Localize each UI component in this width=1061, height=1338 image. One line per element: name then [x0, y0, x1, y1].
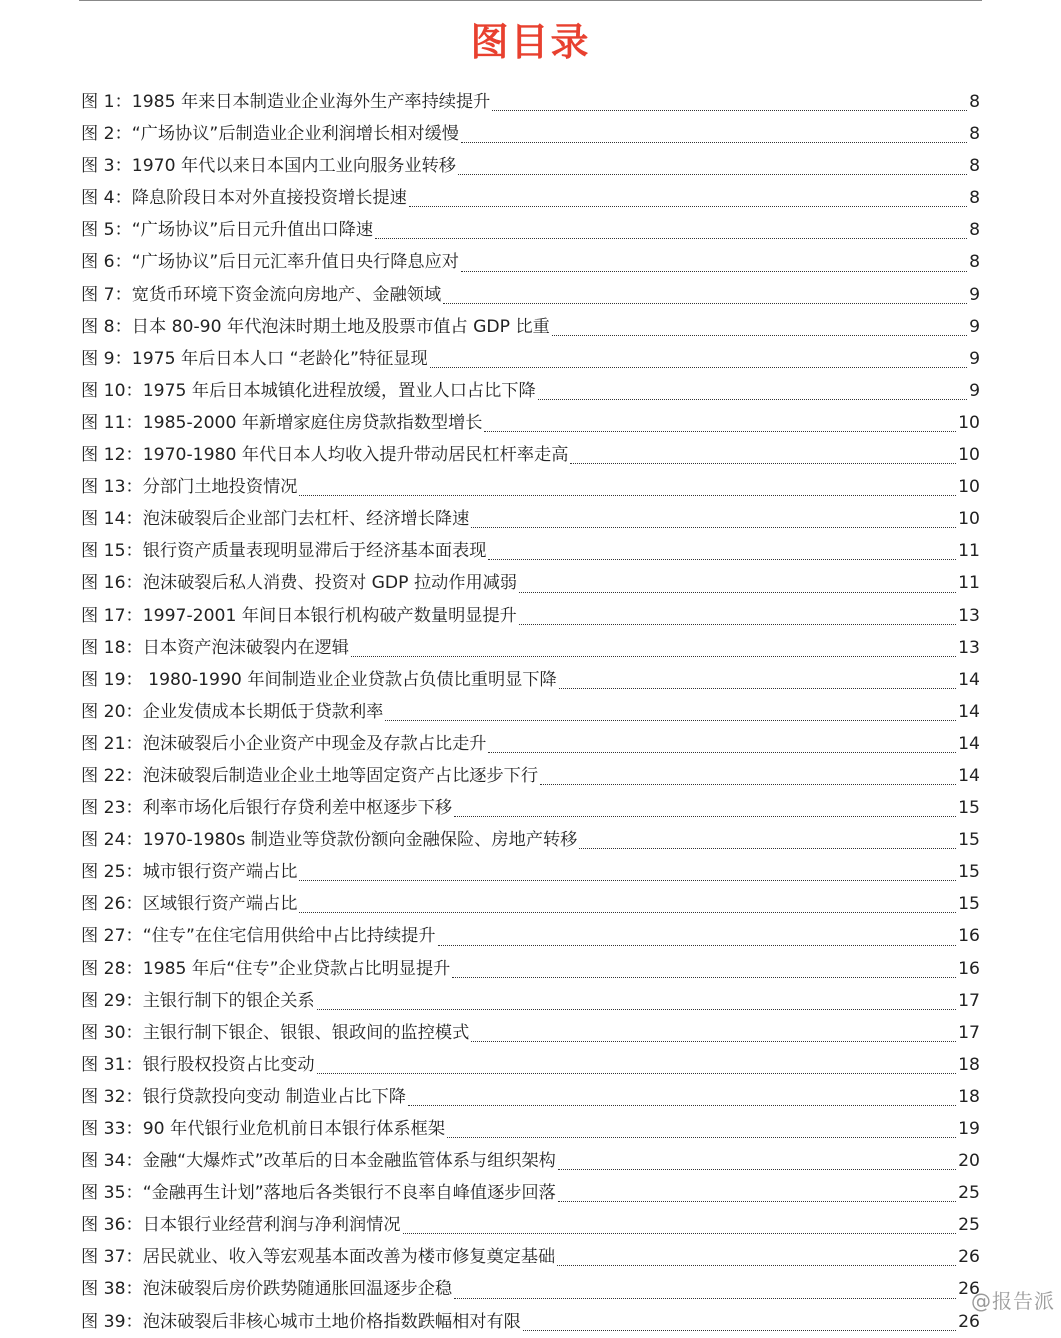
toc-entry[interactable] [81, 1081, 980, 1113]
toc-entry[interactable] [81, 311, 980, 343]
toc-entry-page: 16 [958, 958, 980, 979]
toc-entry-page: 16 [958, 926, 980, 947]
toc-entry-page: 8 [969, 188, 980, 209]
toc-entry-label: 图 35：“金融再生计划”落地后各类银行不良率自峰值逐步回落 [81, 1183, 556, 1204]
toc-entry-page: 14 [958, 733, 980, 754]
dot-leader [519, 582, 956, 593]
toc-entry[interactable] [81, 86, 980, 118]
toc-entry-label: 图 11：1985-2000 年新增家庭住房贷款指数型增长 [81, 412, 483, 433]
dot-leader [447, 1127, 956, 1138]
toc-entry-label: 图 8：日本 80-90 年代泡沫时期土地及股票市值占 GDP 比重 [81, 316, 550, 337]
toc-entry[interactable] [81, 343, 980, 375]
toc-entry[interactable] [81, 856, 980, 888]
toc-entry-label: 图 23：利率市场化后银行存贷利差中枢逐步下移 [81, 798, 453, 819]
dot-leader [558, 1191, 956, 1202]
toc-entry-page: 9 [969, 348, 980, 369]
toc-entry-page: 25 [958, 1183, 980, 1204]
toc-entry-label: 图 14：泡沫破裂后企业部门去杠杆、经济增长降速 [81, 509, 470, 530]
toc-entry-page: 9 [969, 380, 980, 401]
toc-entry[interactable] [81, 535, 980, 567]
dot-leader [559, 678, 956, 689]
dot-leader [519, 614, 956, 625]
toc-entry[interactable] [81, 1209, 980, 1241]
dot-leader [375, 228, 967, 239]
toc-entry-label: 图 22：泡沫破裂后制造业企业土地等固定资产占比逐步下行 [81, 765, 539, 786]
dot-leader [317, 999, 957, 1010]
dot-leader [299, 870, 956, 881]
toc-entry-page: 15 [958, 862, 980, 883]
toc-entry[interactable] [81, 150, 980, 182]
toc-entry-page: 15 [958, 830, 980, 851]
toc-entry-page: 13 [958, 637, 980, 658]
dot-leader [454, 806, 956, 817]
toc-entry-page: 8 [969, 252, 980, 273]
toc-entry-page: 14 [958, 765, 980, 786]
dot-leader [558, 1159, 956, 1170]
toc-entry-label: 图 26：区域银行资产端占比 [81, 894, 298, 915]
dot-leader [454, 1288, 956, 1299]
toc-entry-label: 图 32：银行贷款投向变动 制造业占比下降 [81, 1086, 406, 1107]
toc-entry[interactable] [81, 824, 980, 856]
dot-leader [443, 293, 967, 304]
toc-entry-page: 10 [958, 509, 980, 530]
toc-entry-page: 26 [958, 1311, 980, 1332]
dot-leader [351, 646, 956, 657]
toc-entry[interactable] [81, 1177, 980, 1209]
toc-entry[interactable] [81, 760, 980, 792]
toc-entry[interactable] [81, 279, 980, 311]
toc-entry[interactable] [81, 953, 980, 985]
dot-leader [438, 935, 957, 946]
toc-entry-page: 8 [969, 156, 980, 177]
toc-entry[interactable] [81, 1306, 980, 1338]
toc-entry-label: 图 16：泡沫破裂后私人消费、投资对 GDP 拉动作用减弱 [81, 573, 518, 594]
toc-entry-label: 图 1：1985 年来日本制造业企业海外生产率持续提升 [81, 92, 491, 112]
toc-entry-label: 图 36：日本银行业经营利润与净利润情况 [81, 1215, 401, 1236]
toc-entry-label: 图 13：分部门土地投资情况 [81, 477, 298, 498]
dot-leader [430, 357, 967, 368]
toc-entry[interactable] [81, 888, 980, 920]
toc-entry[interactable] [81, 439, 980, 471]
dot-leader [570, 453, 956, 464]
dot-leader [299, 485, 956, 496]
toc-entry[interactable] [81, 182, 980, 214]
toc-entry-page: 10 [958, 445, 980, 466]
dot-leader [317, 1063, 957, 1074]
toc-entry[interactable] [81, 214, 980, 246]
toc-entry[interactable] [81, 600, 980, 632]
toc-entry-label: 图 19： 1980-1990 年间制造业企业贷款占负债比重明显下降 [81, 669, 557, 690]
toc-entry[interactable] [81, 407, 980, 439]
toc-entry-label: 图 21：泡沫破裂后小企业资产中现金及存款占比走升 [81, 733, 487, 754]
toc-entry-label: 图 30：主银行制下银企、银银、银政间的监控模式 [81, 1022, 470, 1043]
toc-entry[interactable] [81, 471, 980, 503]
watermark: @报告派 [971, 1289, 1055, 1313]
toc-entry-label: 图 25：城市银行资产端占比 [81, 862, 298, 883]
dot-leader [461, 261, 967, 272]
toc-entry-page: 25 [958, 1215, 980, 1236]
dot-leader [471, 1031, 956, 1042]
toc-entry-label: 图 28：1985 年后“住专”企业贷款占比明显提升 [81, 958, 451, 979]
toc-entry-label: 图 3：1970 年代以来日本国内工业向服务业转移 [81, 156, 456, 177]
toc-entry-label: 图 10：1975 年后日本城镇化进程放缓，置业人口占比下降 [81, 380, 536, 401]
dot-leader [299, 902, 956, 913]
toc-entry-page: 8 [969, 124, 980, 145]
dot-leader [409, 196, 967, 207]
dot-leader [484, 421, 956, 432]
top-rule [79, 0, 982, 1]
toc-entry[interactable] [81, 246, 980, 278]
toc-entry-page: 18 [958, 1054, 980, 1075]
toc-entry-page: 14 [958, 669, 980, 690]
toc-entry-label: 图 18：日本资产泡沫破裂内在逻辑 [81, 637, 349, 658]
dot-leader [408, 1095, 956, 1106]
toc-entry-page: 26 [958, 1247, 980, 1268]
toc-entry[interactable] [81, 985, 980, 1017]
toc-entry-page: 9 [969, 284, 980, 305]
dot-leader [488, 742, 956, 753]
dot-leader [492, 100, 967, 111]
toc-entry-page: 18 [958, 1086, 980, 1107]
toc-entry[interactable] [81, 728, 980, 760]
dot-leader [523, 1320, 956, 1331]
toc-entry-label: 图 20：企业发债成本长期低于贷款利率 [81, 701, 384, 722]
toc-entry[interactable] [81, 632, 980, 664]
dot-leader [385, 710, 956, 721]
toc-entry-label: 图 12：1970-1980 年代日本人均收入提升带动居民杠杆率走高 [81, 445, 569, 466]
dot-leader [557, 1255, 956, 1266]
toc-entry[interactable] [81, 664, 980, 696]
toc-entry-page: 9 [969, 316, 980, 337]
toc-entry-label: 图 33：90 年代银行业危机前日本银行体系框架 [81, 1119, 446, 1139]
toc-entry-label: 图 6：“广场协议”后日元汇率升值日央行降息应对 [81, 252, 459, 273]
toc-entry[interactable] [81, 118, 980, 150]
toc-entry-label: 图 17：1997-2001 年间日本银行机构破产数量明显提升 [81, 605, 517, 626]
toc-entry-label: 图 4：降息阶段日本对外直接投资增长提速 [81, 188, 407, 209]
toc-entry[interactable] [81, 1017, 980, 1049]
dot-leader [579, 838, 956, 849]
toc-entry[interactable] [81, 503, 980, 535]
toc-entry[interactable] [81, 1241, 980, 1273]
toc-entry[interactable] [81, 1145, 980, 1177]
toc-entry-page: 26 [958, 1279, 980, 1300]
toc-entry-page: 10 [958, 412, 980, 433]
dot-leader [552, 325, 967, 336]
dot-leader [403, 1223, 957, 1234]
toc-entry-label: 图 27：“住专”在住宅信用供给中占比持续提升 [81, 926, 436, 947]
toc-entry-page: 11 [958, 541, 980, 562]
dot-leader [538, 389, 967, 400]
toc-entry-label: 图 38：泡沫破裂后房价跌势随通胀回温逐步企稳 [81, 1279, 453, 1300]
toc-entry[interactable] [81, 920, 980, 952]
toc-entry-page: 20 [958, 1151, 980, 1172]
toc-entry-page: 14 [958, 701, 980, 722]
toc-entry-label: 图 39：泡沫破裂后非核心城市土地价格指数跌幅相对有限 [81, 1311, 521, 1332]
toc-entry-page: 17 [958, 1022, 980, 1043]
dot-leader [471, 517, 956, 528]
toc-entry-label: 图 37：居民就业、收入等宏观基本面改善为楼市修复奠定基础 [81, 1247, 556, 1268]
toc-entry-page: 15 [958, 798, 980, 819]
toc-entry[interactable] [81, 696, 980, 728]
toc-entry-page: 10 [958, 477, 980, 498]
toc-entry-label: 图 5：“广场协议”后日元升值出口降速 [81, 220, 374, 241]
dot-leader [540, 774, 956, 785]
toc-list [81, 86, 980, 1338]
toc-entry-page: 11 [958, 573, 980, 594]
toc-entry-label: 图 29：主银行制下的银企关系 [81, 990, 315, 1011]
toc-entry-label: 图 9：1975 年后日本人口 “老龄化”特征显现 [81, 348, 428, 369]
toc-entry-page: 8 [969, 92, 980, 112]
dot-leader [452, 967, 956, 978]
toc-entry-label: 图 2：“广场协议”后制造业企业利润增长相对缓慢 [81, 124, 459, 145]
toc-entry[interactable] [81, 792, 980, 824]
toc-entry[interactable] [81, 567, 980, 599]
toc-entry[interactable] [81, 1049, 980, 1081]
toc-entry-page: 17 [958, 990, 980, 1011]
toc-entry-page: 13 [958, 605, 980, 626]
toc-entry-label: 图 34：金融“大爆炸式”改革后的日本金融监管体系与组织架构 [81, 1151, 556, 1172]
toc-entry[interactable] [81, 1273, 980, 1305]
page-title: 图目录 [470, 20, 591, 64]
dot-leader [461, 132, 967, 143]
dot-leader [458, 164, 967, 175]
toc-entry-page: 15 [958, 894, 980, 915]
toc-entry-label: 图 15：银行资产质量表现明显滞后于经济基本面表现 [81, 541, 487, 562]
toc-entry-page: 19 [958, 1119, 980, 1139]
toc-entry-label: 图 7：宽货币环境下资金流向房地产、金融领域 [81, 284, 442, 305]
toc-entry-label: 图 31：银行股权投资占比变动 [81, 1054, 315, 1075]
toc-entry[interactable] [81, 1113, 980, 1145]
toc-entry-page: 8 [969, 220, 980, 241]
toc-entry-label: 图 24：1970-1980s 制造业等贷款份额向金融保险、房地产转移 [81, 830, 578, 851]
toc-entry[interactable] [81, 375, 980, 407]
dot-leader [488, 549, 956, 560]
